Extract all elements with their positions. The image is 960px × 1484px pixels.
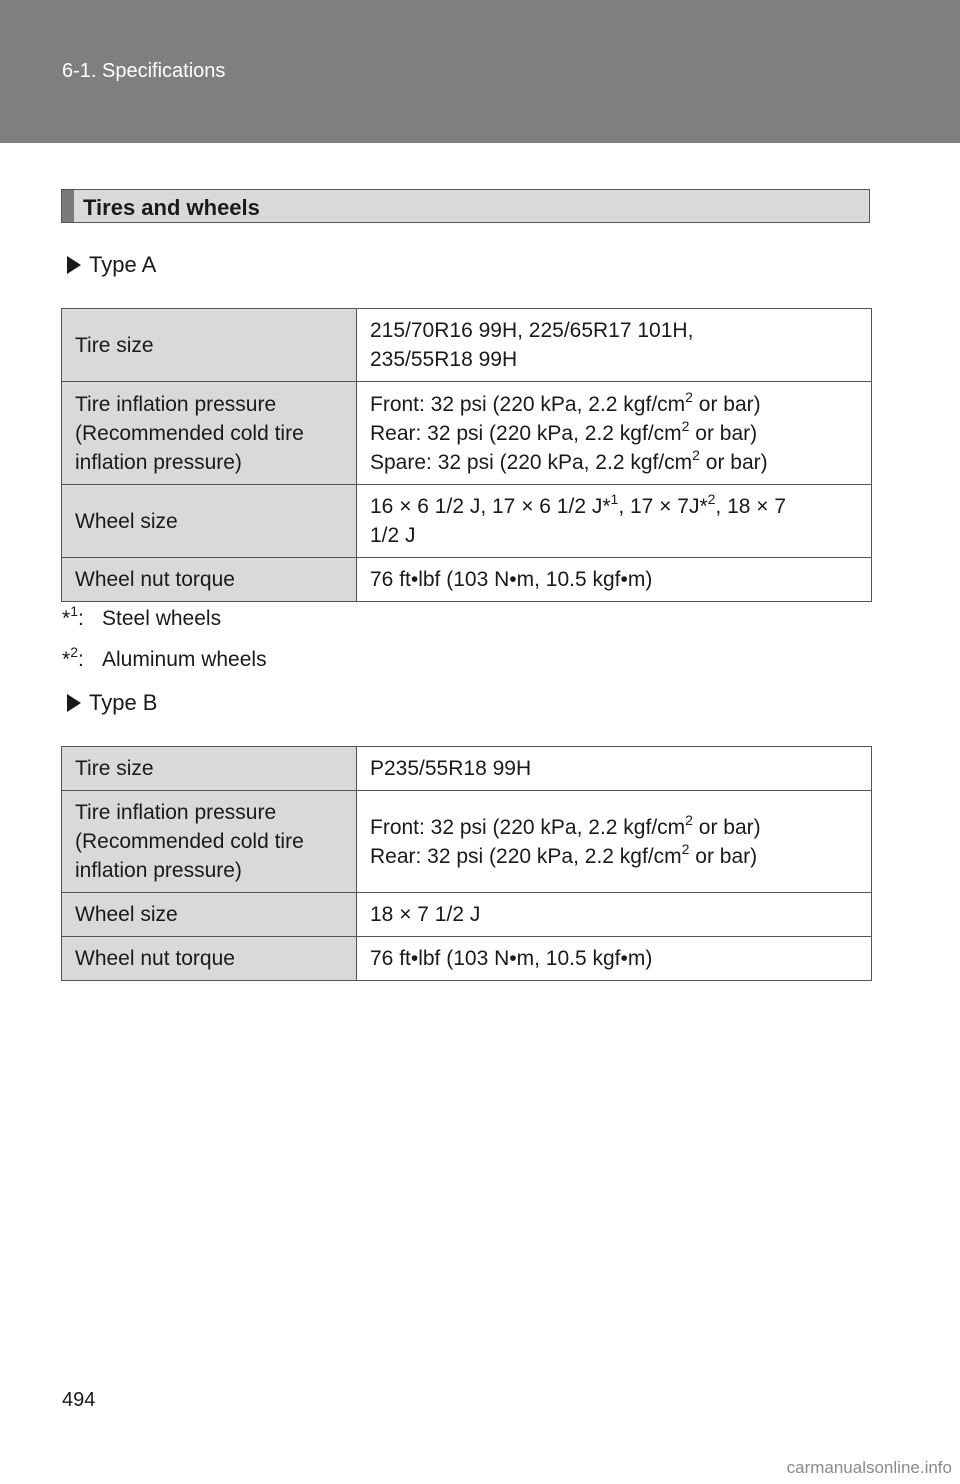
row-label: Wheel size [62,485,357,558]
row-value: 16 × 6 1/2 J, 17 × 6 1/2 J*$^1$, 17 × 7J*$^2$, 18 × 7 1/2 J [357,485,872,558]
row-label: Tire inflation pressure (Recommended cold tire inflation pressure) [62,382,357,485]
page-header [0,0,960,143]
table-row [62,893,872,937]
row-label: Tire size [62,309,357,382]
table-row [62,309,872,382]
row-value: 215/70R16 99H, 225/65R17 101H, 235/55R18 99H [357,309,872,382]
header-section-title: 6-1. Specifications [62,60,226,82]
row-label: Wheel nut torque [62,937,357,981]
footnote-2-text: Aluminum wheels [102,648,267,671]
footnote-1-mark: *$^1$: [62,603,84,630]
section-accent [62,190,74,222]
footnote-1 [62,603,222,631]
row-value: 76 ft•lbf (103 N•m, 10.5 kgf•m) [357,558,872,602]
table-row [62,937,872,981]
type-b-heading-text: Type B [89,690,158,715]
row-label: Tire size [62,747,357,791]
footnote-2 [62,644,267,672]
footnote-1-text: Steel wheels [102,607,222,630]
type-a-heading [67,252,156,278]
type-a-heading-text: Type A [89,252,157,277]
arrow-right-icon [67,256,81,274]
row-value: Front: 32 psi (220 kPa, 2.2 kgf/$cm^2$ or bar) Rear: 32 psi (220 kPa, 2.2 kgf/$cm^2$ or bar) [357,791,872,893]
row-value: 18 × 7 1/2 J [357,893,872,937]
table-row [62,382,872,485]
table-row [62,747,872,791]
row-value: 76 ft•lbf (103 N•m, 10.5 kgf•m) [357,937,872,981]
section-title-bar [61,189,870,223]
table-row [62,558,872,602]
footnote-2-mark: *$^2$: [62,644,84,671]
type-b-heading [67,690,157,716]
type-a-spec-table [61,308,872,602]
row-value: Front: 32 psi (220 kPa, 2.2 kgf/$cm^2$ or bar) Rear: 32 psi (220 kPa, 2.2 kgf/$cm^2$ or bar) Spare: 32 psi (220 kPa, 2.2 kgf/$cm^2$ or bar) [357,382,872,485]
row-label: Wheel size [62,893,357,937]
table-row [62,791,872,893]
type-b-spec-table [61,746,872,981]
row-value: P235/55R18 99H [357,747,872,791]
table-row [62,485,872,558]
row-label: Tire inflation pressure (Recommended cold tire inflation pressure) [62,791,357,893]
watermark: carmanualsonline.info [786,1458,952,1477]
arrow-right-icon [67,694,81,712]
page-number: 494 [62,1389,96,1411]
section-title: Tires and wheels [83,195,260,220]
row-label: Wheel nut torque [62,558,357,602]
